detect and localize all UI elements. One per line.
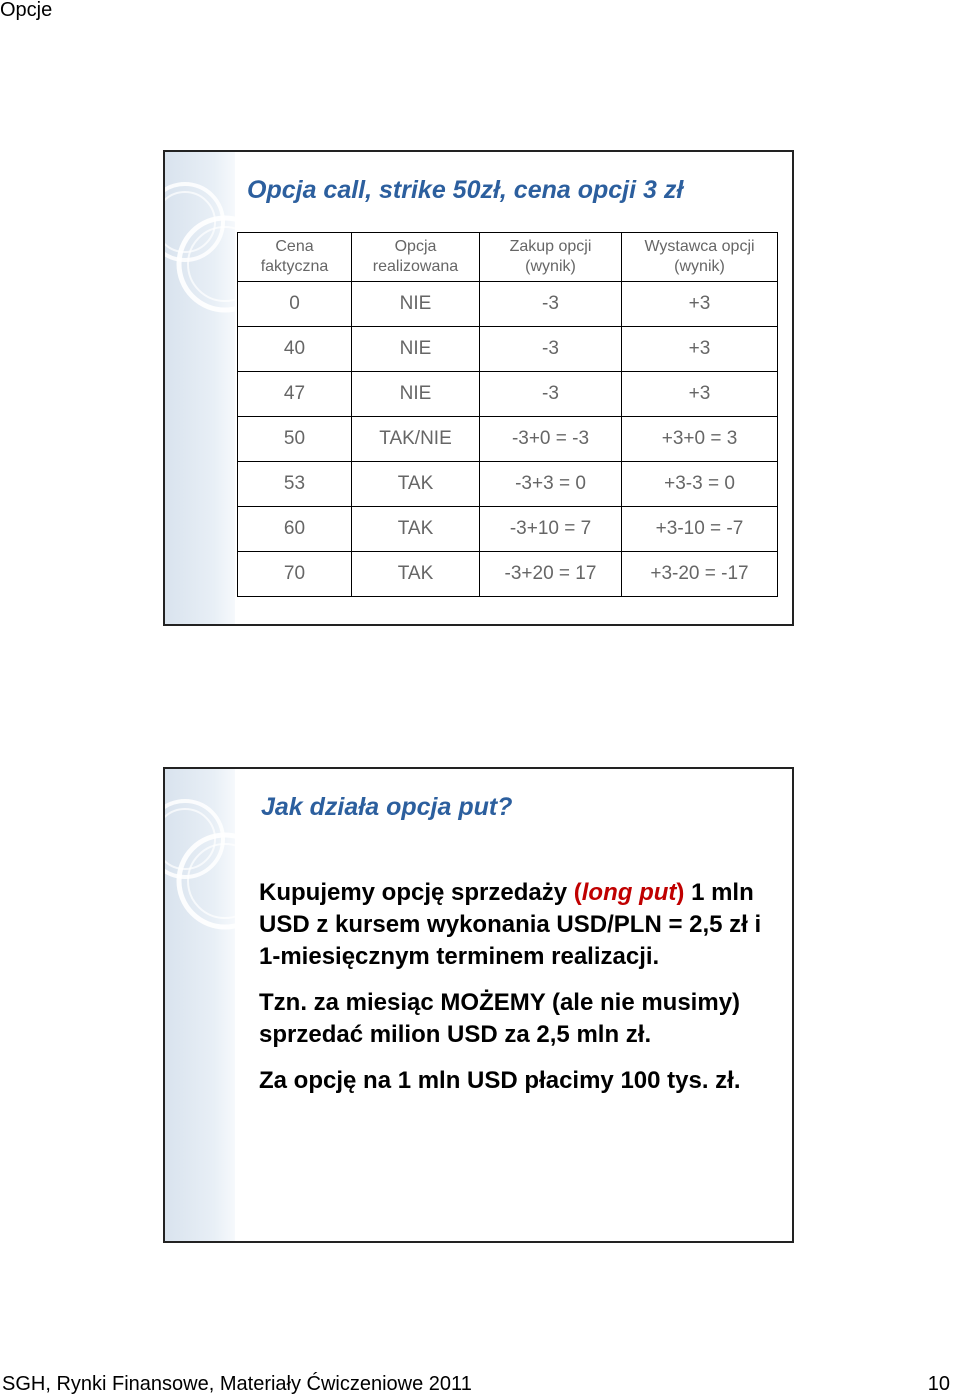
column-header-line: realizowana (372, 258, 459, 275)
table-row (238, 507, 778, 552)
table-cell: +3-10 = -7 (622, 507, 778, 552)
table-cell: NIE (352, 282, 480, 327)
table-cell: -3 (480, 327, 622, 372)
table-cell: TAK (352, 462, 480, 507)
paren: ) (676, 879, 685, 906)
table-cell: -3 (480, 372, 622, 417)
slide-body (259, 877, 789, 1097)
column-header (352, 233, 480, 282)
table-cell: -3+10 = 7 (480, 507, 622, 552)
table-cell: +3 (622, 327, 778, 372)
paragraph-explanation: Tzn. za miesiąc MOŻEMY (ale nie musimy) sprzedać milion USD za 2,5 mln zł. (259, 989, 741, 1048)
table-cell: 40 (238, 327, 352, 372)
table-cell: +3-3 = 0 (622, 462, 778, 507)
table-row (238, 282, 778, 327)
column-header (480, 233, 622, 282)
column-header (238, 233, 352, 282)
page-number: 10 (927, 1373, 950, 1395)
slide-title: Opcja call, strike 50zł, cena opcji 3 zł (247, 176, 684, 204)
table-cell: 0 (238, 282, 352, 327)
table-row (238, 327, 778, 372)
paragraph-long-put (259, 877, 789, 973)
table-cell: TAK (352, 507, 480, 552)
column-header-line: (wynik) (674, 258, 725, 275)
slide-title: Jak działa opcja put? (261, 793, 513, 821)
paren: ( (573, 879, 582, 906)
term-long-put: long put (581, 879, 677, 906)
footer-source: SGH, Rynki Finansowe, Materiały Ćwiczeniowe 2011 (2, 1373, 472, 1395)
table-cell: NIE (352, 327, 480, 372)
table-cell: +3+0 = 3 (622, 417, 778, 462)
table-cell: -3+20 = 17 (480, 552, 622, 597)
column-header-line: (wynik) (525, 258, 576, 275)
table-cell: -3+3 = 0 (480, 462, 622, 507)
table-cell: -3+0 = -3 (480, 417, 622, 462)
slide-call-option (163, 150, 794, 626)
table-row (238, 417, 778, 462)
column-header-line: faktyczna (260, 258, 329, 275)
table-cell: 50 (238, 417, 352, 462)
table-cell: 60 (238, 507, 352, 552)
call-option-table (237, 232, 778, 597)
table-cell: 47 (238, 372, 352, 417)
text-run: 1 mln USD z kursem wykonania USD/PLN = 2,5 zł i 1-miesięcznym terminem realizacji. (259, 879, 762, 970)
table-cell: TAK/NIE (352, 417, 480, 462)
slide-put-option (163, 767, 794, 1243)
table-cell: 70 (238, 552, 352, 597)
table-cell: TAK (352, 552, 480, 597)
table-row (238, 372, 778, 417)
paragraph-premium: Za opcję na 1 mln USD płacimy 100 tys. zł. (259, 1067, 741, 1094)
table-row (238, 462, 778, 507)
column-header-line: Wystawca opcji (644, 238, 755, 255)
column-header (622, 233, 778, 282)
table-cell: +3 (622, 372, 778, 417)
table-cell: +3-20 = -17 (622, 552, 778, 597)
table-row (238, 552, 778, 597)
table-cell: -3 (480, 282, 622, 327)
column-header-line: Opcja (394, 238, 437, 255)
table-cell: 53 (238, 462, 352, 507)
column-header-line: Cena (275, 238, 314, 255)
table-header-row (238, 233, 778, 282)
table-cell: NIE (352, 372, 480, 417)
table-cell: +3 (622, 282, 778, 327)
document-header: Opcje (0, 0, 53, 21)
text-run: Kupujemy opcję sprzedaży (259, 879, 574, 906)
column-header-line: Zakup opcji (509, 238, 592, 255)
